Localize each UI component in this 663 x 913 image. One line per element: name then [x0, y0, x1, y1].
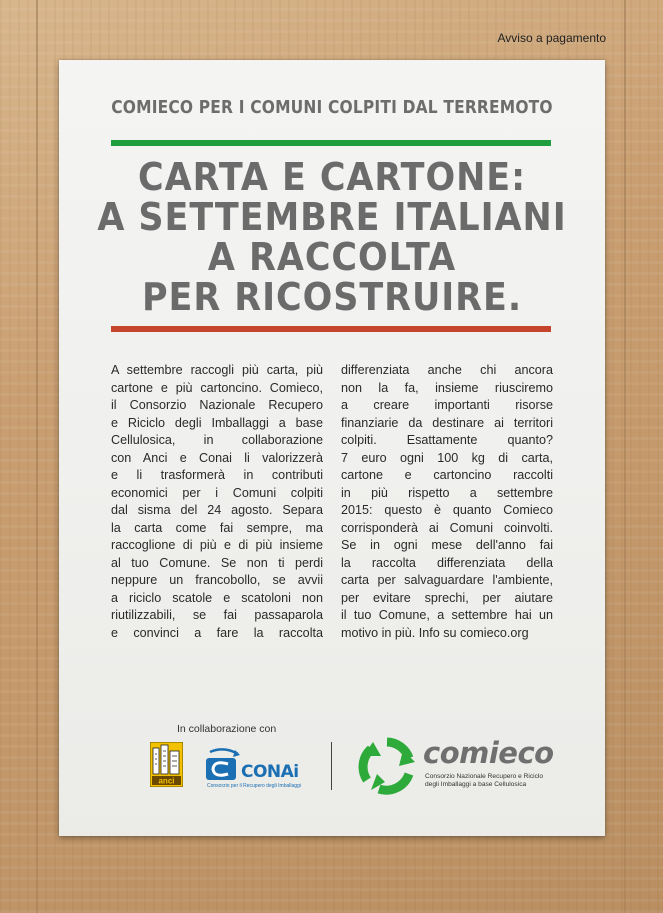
body-line: carta per salvaguardare l'ambiente, — [341, 573, 553, 587]
body-line: motivo in più. Info su comieco.org — [341, 625, 529, 640]
body-line: colpiti. Esattamente quanto? — [341, 433, 553, 447]
body-line: dal sisma del 24 agosto. Separa — [111, 503, 323, 517]
body-line: finanziarie da destinare ai territori — [341, 415, 553, 430]
body-line: per evitare sprechi, per aiutare — [341, 590, 553, 605]
headline-line: CARTA E CARTONE: — [138, 155, 526, 199]
body-line: neppure un francobollo, se avvii — [111, 573, 323, 587]
green-rule — [111, 140, 551, 146]
headline-line: A RACCOLTA — [207, 235, 457, 279]
anci-logo — [150, 742, 183, 787]
body-line: e Riciclo degli Imballaggi a base — [111, 415, 323, 430]
body-line: Cellulosica, in collaborazione — [111, 433, 323, 447]
headline-line: PER RICOSTRUIRE. — [141, 275, 523, 319]
cardboard-crease — [36, 0, 38, 913]
body-line: a riciclo scatole e scatoloni non — [111, 590, 323, 605]
body-line: al tuo Comune. Se non ti perdi — [111, 555, 323, 570]
body-line: 7 euro ogni 100 kg di carta, — [341, 450, 553, 465]
body-line: Se in ogni mese dell'anno fai — [341, 538, 553, 552]
body-line: cartone e cartoncino raccolti — [341, 468, 553, 482]
body-line: il tuo Comune, a settembre hai un — [341, 608, 553, 622]
kicker-title: COMIECO PER I COMUNI COLPITI DAL TERREMOTO — [111, 97, 553, 118]
body-line: differenziata anche chi ancora — [341, 363, 553, 377]
body-line: economici per i Comuni colpiti — [111, 485, 323, 500]
cardboard-crease — [624, 0, 626, 913]
recycle-icon — [357, 736, 417, 796]
logo-divider — [331, 742, 332, 790]
anci-logo-text: anci — [158, 776, 175, 786]
body-line: corrisponderà ai Comuni coinvolti. — [341, 520, 553, 535]
conai-tagline: Consorzio per il Recupero degli Imballaggi — [207, 783, 301, 789]
comieco-wordmark: comieco — [423, 736, 554, 770]
red-rule — [111, 326, 551, 332]
headline-line: A SETTEMBRE ITALIANI — [97, 195, 567, 239]
body-line: A settembre raccogli più carta, più — [111, 363, 323, 377]
comieco-tagline: Consorzio Nazionale Recupero e Riciclo degli Imballaggi a base Cellulosica — [425, 773, 544, 788]
body-line: e convinci a fare la raccolta — [111, 625, 323, 640]
collaboration-label: In collaborazione con — [177, 723, 277, 735]
body-line: cartone e più cartoncino. Comieco, — [111, 380, 323, 395]
body-line: e li trasformerà in contributi — [111, 468, 323, 482]
body-line: riutilizzabili, se fai passaparola — [111, 608, 323, 622]
body-line: raccoglione di più e di più insieme — [111, 538, 323, 552]
body-line: in più rispetto a settembre — [341, 485, 553, 500]
body-line: la carta come fai sempre, ma — [111, 520, 323, 535]
conai-wordmark: CONAi — [241, 762, 299, 782]
body-line: il Consorzio Nazionale Recupero — [111, 398, 323, 412]
headline — [59, 157, 605, 317]
body-column-left — [111, 362, 323, 642]
body-line: non la fa, insieme riusciremo — [341, 380, 553, 395]
body-line: con Anci e Conai li valorizzerà — [111, 450, 323, 465]
ad-sheet — [59, 60, 605, 836]
body-line: a creare importanti risorse — [341, 398, 553, 412]
paid-notice: Avviso a pagamento — [497, 31, 606, 45]
body-column-right — [341, 362, 553, 642]
body-line: 2015: questo è quanto Comieco — [341, 503, 553, 517]
body-line: la raccolta differenziata della — [341, 555, 553, 570]
